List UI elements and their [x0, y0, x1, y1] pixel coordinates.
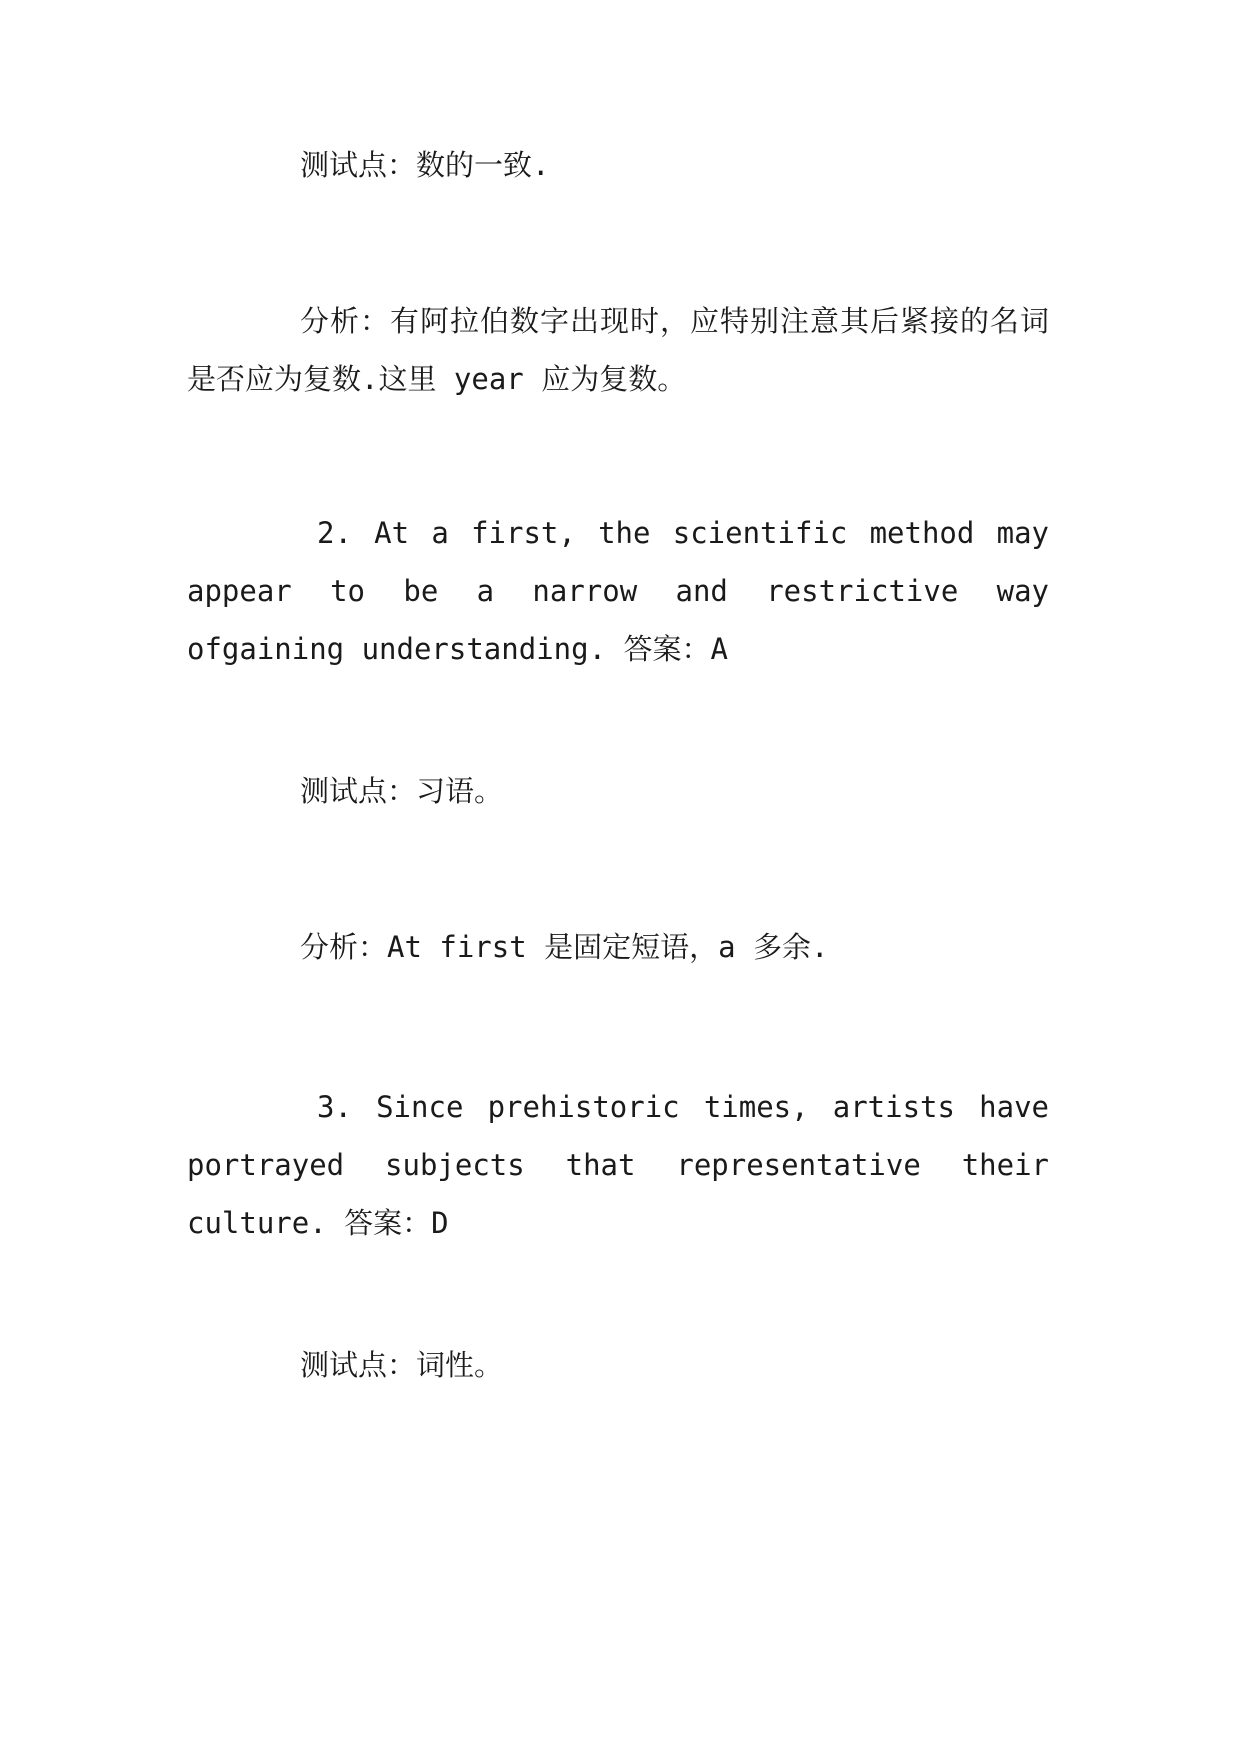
question-paragraph-3: 3. Since prehistoric times, artists have portrayed subjects that representative their culture. 答案：D	[187, 1090, 1049, 1240]
analysis-paragraph-2: 分析：At first 是固定短语，a 多余.	[300, 930, 829, 964]
test-point-paragraph-3: 测试点：词性。	[300, 1348, 504, 1382]
question-paragraph-2: 2. At a first, the scientific method may appear to be a narrow and restrictive way ofgaining understanding. 答案：A	[187, 516, 1049, 666]
analysis-paragraph-1: 分析：有阿拉伯数字出现时，应特别注意其后紧接的名词是否应为复数.这里 year 应为复数。	[187, 304, 1049, 396]
test-point-paragraph-2: 测试点：习语。	[300, 774, 504, 808]
test-point-paragraph-1: 测试点：数的一致.	[300, 148, 550, 182]
